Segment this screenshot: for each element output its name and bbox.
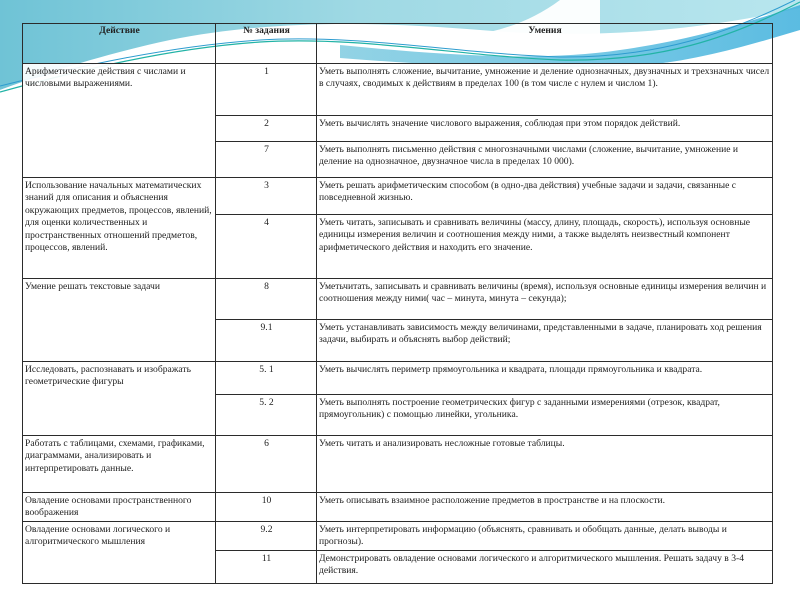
skill-cell: Уметь выполнять письменно действия с многозначными числами (сложение, вычитание, умножение и деление на однозначное, двузначное числа в пределах 10 000). — [317, 142, 773, 178]
table-header-row — [23, 24, 773, 64]
table-row — [23, 362, 773, 395]
skill-cell: Уметь читать и анализировать несложные готовые таблицы. — [317, 436, 773, 493]
action-cell: Арифметические действия с числами и числовыми выражениями. — [23, 64, 216, 178]
task-number-cell: 3 — [216, 178, 317, 215]
action-cell: Овладение основами логического и алгоритмического мышления — [23, 522, 216, 584]
task-number-cell: 9.2 — [216, 522, 317, 551]
header-skills: Умения — [317, 24, 773, 64]
skills-table — [22, 23, 773, 584]
table-row — [23, 436, 773, 493]
skill-cell: Уметь вычислять значение числового выражения, соблюдая при этом порядок действий. — [317, 116, 773, 142]
task-number-cell: 9.1 — [216, 320, 317, 362]
skill-cell: Уметь вычислять периметр прямоугольника и квадрата, площади прямоугольника и квадрата. — [317, 362, 773, 395]
task-number-cell: 8 — [216, 279, 317, 320]
skill-cell: Уметь решать арифметическим способом (в одно-два действия) учебные задачи и задачи, связанные с повседневной жизнью. — [317, 178, 773, 215]
header-task-number: № задания — [216, 24, 317, 64]
action-cell: Исследовать, распознавать и изображать геометрические фигуры — [23, 362, 216, 436]
header-action: Действие — [23, 24, 216, 64]
task-number-cell: 4 — [216, 215, 317, 279]
table-row — [23, 279, 773, 320]
skill-cell: Демонстрировать овладение основами логического и алгоритмического мышления. Решать задачу в 3-4 действия. — [317, 550, 773, 583]
task-number-cell: 7 — [216, 142, 317, 178]
task-number-cell: 5. 2 — [216, 395, 317, 436]
skill-cell: Уметь описывать взаимное расположение предметов в пространстве и на плоскости. — [317, 493, 773, 522]
task-number-cell: 10 — [216, 493, 317, 522]
skill-cell: Уметь устанавливать зависимость между величинами, представленными в задаче, планировать ход решения задачи, выбирать и объяснять выбор действий; — [317, 320, 773, 362]
task-number-cell: 11 — [216, 550, 317, 583]
action-cell: Использование начальных математических знаний для описания и объяснения окружающих предметов, процессов, явлений, для оценки количественных и пространственных отношений предметов, процессов, явлений. — [23, 178, 216, 279]
skill-cell: Уметь выполнять сложение, вычитание, умножение и деление однозначных, двузначных и трехзначных чисел в случаях, сводимых к действиям в пределах 100 (в том числе с нулем и числом 1). — [317, 64, 773, 116]
task-number-cell: 1 — [216, 64, 317, 116]
action-cell: Умение решать текстовые задачи — [23, 279, 216, 362]
task-number-cell: 6 — [216, 436, 317, 493]
task-number-cell: 2 — [216, 116, 317, 142]
skill-cell: Уметь интерпретировать информацию (объяснять, сравнивать и обобщать данные, делать выводы и прогнозы). — [317, 522, 773, 551]
task-number-cell: 5. 1 — [216, 362, 317, 395]
action-cell: Работать с таблицами, схемами, графиками, диаграммами, анализировать и интерпретировать данные. — [23, 436, 216, 493]
table-row — [23, 522, 773, 551]
skill-cell: Уметь читать, записывать и сравнивать величины (массу, длину, площадь, скорость), используя основные единицы измерения величин и соотношения между ними, а также выделять неизвестный компонент арифметического действия и находить его значение. — [317, 215, 773, 279]
table-row — [23, 64, 773, 116]
action-cell: Овладение основами пространственного воображения — [23, 493, 216, 522]
skill-cell: Уметьчитать, записывать и сравнивать величины (время), используя основные единицы измерения величин и соотношения между ними( час – минута, минута – секунда); — [317, 279, 773, 320]
table-row — [23, 493, 773, 522]
skills-table-container — [22, 23, 772, 584]
skill-cell: Уметь выполнять построение геометрических фигур с заданными измерениями (отрезок, квадрат, прямоугольник) с помощью линейки, угольника. — [317, 395, 773, 436]
table-row — [23, 178, 773, 215]
